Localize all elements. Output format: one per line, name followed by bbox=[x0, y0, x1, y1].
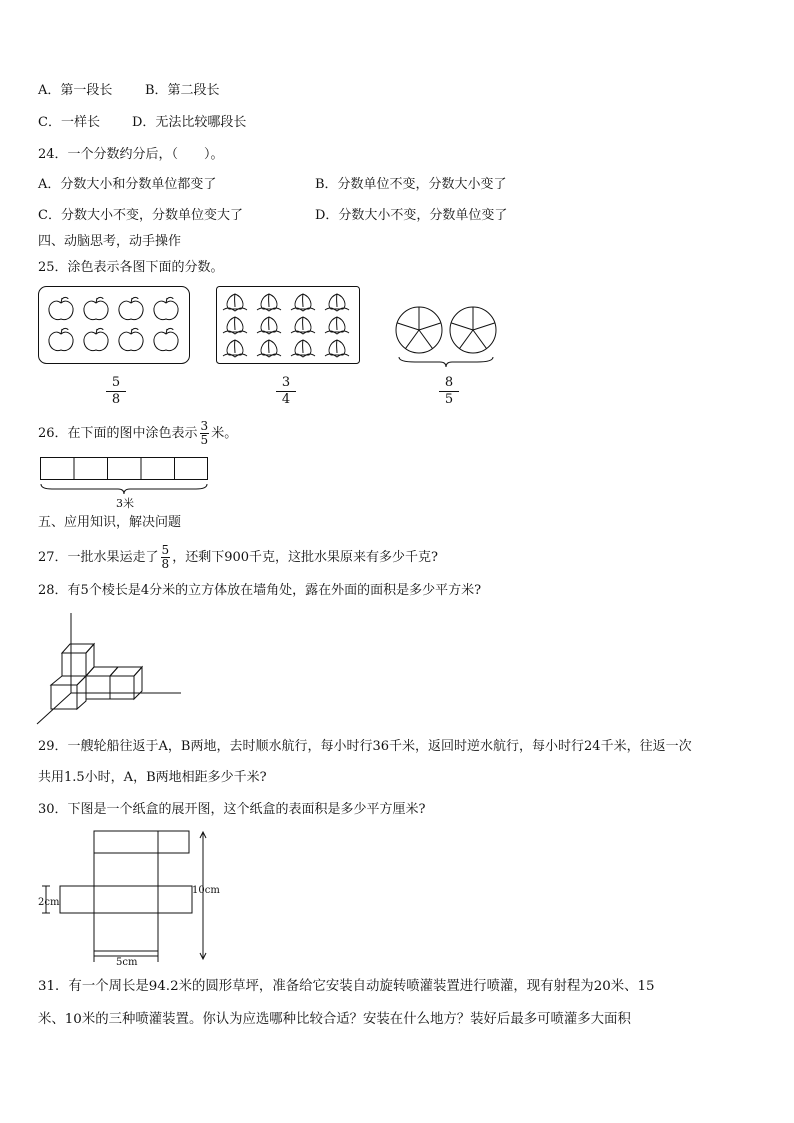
peach-icon bbox=[223, 294, 247, 311]
fraction-eight-fifths: $\frac{8}{5}$ bbox=[439, 375, 459, 408]
question-29-line-1: 29．一艘轮船往返于A，B两地，去时顺水航行，每小时行36千米，返回时逆水航行，每小时行24千米，往返一次 bbox=[38, 739, 692, 754]
peach-icon bbox=[223, 340, 247, 357]
apple-icon bbox=[154, 297, 178, 319]
peach-icon bbox=[257, 340, 281, 357]
question-31-line-2: 米、10米的三种喷灌装置。你认为应选哪种比较合适？安装在什么地方？装好后最多可喷灌多大面积 bbox=[38, 1012, 631, 1027]
question-26-stem: 26．在下面的图中涂色表示 $\frac{3}{5}$ 米。 bbox=[38, 419, 238, 447]
option-c-q23: C．一样长 bbox=[38, 115, 100, 130]
question-28-stem: 28．有5个棱长是4分米的立方体放在墙角处，露在外面的面积是多少平方米? bbox=[38, 583, 482, 598]
fraction-three-fifths: $\frac{3}{5}$ bbox=[200, 419, 209, 447]
apple-icon bbox=[154, 328, 178, 350]
option-b-q23: B．第二段长 bbox=[145, 83, 220, 98]
apple-icon bbox=[49, 297, 73, 319]
label-10cm: 10cm bbox=[192, 885, 220, 896]
apples-figure bbox=[38, 286, 190, 364]
peach-icon bbox=[325, 294, 349, 311]
question-24-stem: 24．一个分数约分后，（ ）。 bbox=[38, 147, 224, 162]
fraction-five-eighths: $\frac{5}{8}$ bbox=[106, 375, 126, 408]
question-30-stem: 30．下图是一个纸盒的展开图，这个纸盒的表面积是多少平方厘米? bbox=[38, 802, 426, 817]
apple-icon bbox=[84, 328, 108, 350]
peach-icon bbox=[223, 317, 247, 334]
option-d-q23: D．无法比较哪段长 bbox=[132, 115, 247, 130]
label-5cm: 5cm bbox=[116, 957, 138, 968]
question-29-line-2: 共用1.5小时，A，B两地相距多少千米? bbox=[38, 770, 267, 785]
peach-icon bbox=[257, 317, 281, 334]
question-25-stem: 25．涂色表示各图下面的分数。 bbox=[38, 260, 224, 275]
apple-icon bbox=[49, 328, 73, 350]
section-4-heading: 四、动脑思考，动手操作 bbox=[38, 234, 182, 249]
fraction-five-eighths-q27: $\frac{5}{8}$ bbox=[161, 543, 170, 571]
question-27-stem: 27．一批水果运走了 $\frac{5}{8}$ ，还剩下900千克，这批水果原来有多少千克? bbox=[38, 543, 438, 571]
circles-figure bbox=[395, 305, 500, 370]
fraction-three-quarters: $\frac{3}{4}$ bbox=[276, 375, 296, 408]
peach-icon bbox=[291, 317, 315, 334]
peach-icon bbox=[257, 294, 281, 311]
brace-label-3m: 3米 bbox=[116, 497, 134, 510]
option-d-q24: D．分数大小不变，分数单位变了 bbox=[315, 208, 508, 223]
peach-icon bbox=[291, 294, 315, 311]
option-c-q24: C．分数大小不变，分数单位变大了 bbox=[38, 208, 243, 223]
box-net-figure bbox=[36, 828, 216, 968]
apple-icon bbox=[119, 328, 143, 350]
option-a-q24: A．分数大小和分数单位都变了 bbox=[38, 177, 217, 192]
option-b-q24: B．分数单位不变，分数大小变了 bbox=[315, 177, 507, 192]
peaches-figure bbox=[216, 286, 360, 364]
peach-icon bbox=[325, 317, 349, 334]
label-2cm: 2cm bbox=[38, 897, 60, 908]
section-5-heading: 五、应用知识，解决问题 bbox=[38, 515, 182, 530]
cubes-corner-figure bbox=[34, 610, 184, 730]
option-a-q23: A．第一段长 bbox=[38, 83, 113, 98]
peach-icon bbox=[291, 340, 315, 357]
apple-icon bbox=[84, 297, 108, 319]
question-31-line-1: 31．有一个周长是94.2米的圆形草坪，准备给它安装自动旋转喷灌装置进行喷灌，现有射程为20米、15 bbox=[38, 979, 655, 994]
peach-icon bbox=[325, 340, 349, 357]
apple-icon bbox=[119, 297, 143, 319]
